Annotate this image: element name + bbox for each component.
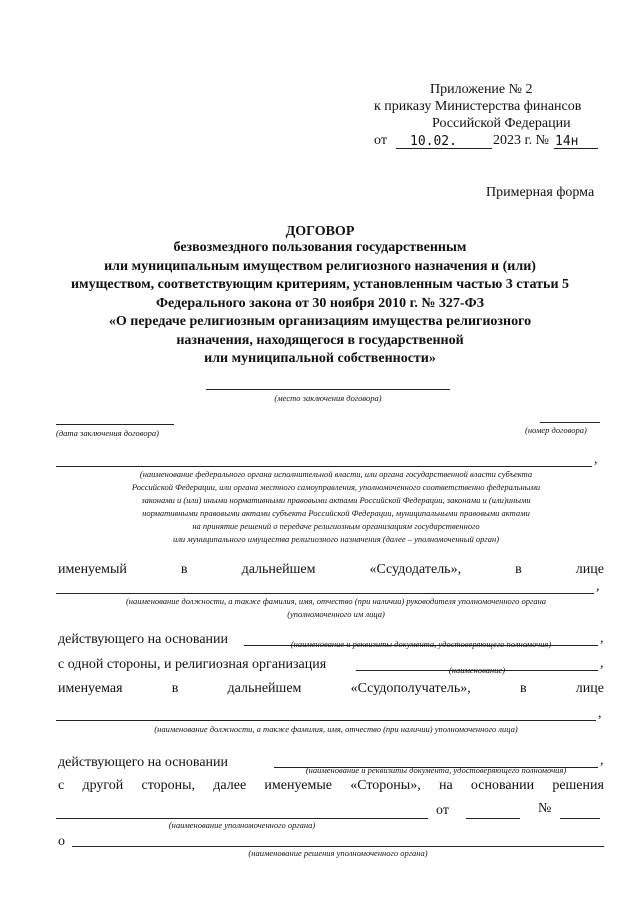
number-caption: (номер договора) xyxy=(525,425,587,435)
form-type: Примерная форма xyxy=(486,185,595,200)
rep2-caption: (наименование должности, а также фамилия, имя, отчество (при наличии) уполномоченного лица) xyxy=(154,724,518,734)
subtitle-line: «О передаче религиозным организациям имущества религиозного xyxy=(108,314,532,329)
word: в xyxy=(515,562,522,577)
word: другой xyxy=(82,778,124,793)
about-label: о xyxy=(58,834,65,849)
org-name-caption: (наименование) xyxy=(448,665,506,675)
word: на xyxy=(438,778,453,793)
date-caption: (дата заключения договора) xyxy=(56,428,159,438)
subtitle-line: имуществом, соответствующим критериям, установленным частью 3 статьи 5 xyxy=(70,277,570,292)
comma: , xyxy=(598,706,602,721)
caption-line: (наименование федерального органа исполнительной власти, или органа государственной власти субъекта xyxy=(139,469,533,479)
rep2-line xyxy=(56,720,596,721)
word: в xyxy=(180,562,188,577)
caption-line: (уполномоченного им лица) xyxy=(287,609,385,619)
date-value: 10.02. xyxy=(410,134,457,149)
word: именуемые xyxy=(264,778,332,793)
comma: , xyxy=(596,579,600,594)
rep1-line xyxy=(56,593,594,594)
caption-line: нормативными правовыми актами субъекта Российской Федерации, муниципальными правовыми актами xyxy=(142,508,530,518)
acting-basis-label: действующего на основании xyxy=(58,632,229,647)
document-subtitle xyxy=(0,239,640,369)
subtitle-line: или муниципальной собственности» xyxy=(204,351,436,366)
auth-body-caption: (наименование уполномоченного органа) xyxy=(168,820,316,830)
acting-basis-label-2: действующего на основании xyxy=(58,755,229,770)
caption-line: Российской Федерации, или органа местного самоуправления, уполномоченного соответственно федеральными xyxy=(131,482,541,492)
decision-number-line xyxy=(560,818,600,819)
place-caption: (место заключения договора) xyxy=(274,393,382,403)
authority-line xyxy=(56,466,592,467)
caption-line: законами и (или) иными нормативными правовыми актами Российской Федерации, законами и (или)иными xyxy=(141,495,531,505)
one-side-text: с одной стороны, и религиозная организация xyxy=(58,657,327,672)
word: решения xyxy=(552,778,604,793)
word: стороны, xyxy=(141,778,196,793)
subtitle-line: безвозмездного пользования государственным xyxy=(173,240,467,255)
doc2-caption: (наименование и реквизиты документа, удостоверяющего полномочия) xyxy=(305,765,567,775)
word: в xyxy=(171,681,179,696)
word: в xyxy=(519,681,527,696)
word: дальнейшем xyxy=(227,681,302,696)
year-text: 2023 г. № xyxy=(493,133,550,148)
authority-caption xyxy=(56,468,616,546)
parties-label: «Стороны», xyxy=(350,778,421,793)
date-prefix: от xyxy=(374,133,387,148)
subtitle-line: Федерального закона от 30 ноября 2010 г. № 327-ФЗ xyxy=(155,295,484,311)
word: лице xyxy=(575,562,604,577)
document-title: ДОГОВОР xyxy=(285,224,355,239)
appendix-number: Приложение № 2 xyxy=(430,82,533,97)
borrower-row xyxy=(58,681,604,697)
word: лице xyxy=(575,681,604,696)
comma: , xyxy=(600,656,604,671)
date-field-line xyxy=(56,424,174,425)
decision-caption: (наименование решения уполномоченного органа) xyxy=(248,848,428,858)
subtitle-line: или муниципальным имуществом религиозного назначения и (или) xyxy=(104,258,536,274)
doc1-caption: (наименование и реквизиты документа, удостоверяющего полномочия) xyxy=(290,639,552,649)
word: далее xyxy=(213,778,247,793)
order-line: к приказу Министерства финансов xyxy=(374,99,582,114)
word: дальнейшем xyxy=(241,562,316,577)
word: именуемый xyxy=(58,562,127,577)
caption-line: или муниципального имущества религиозного назначения (далее – уполномоченный орган) xyxy=(172,534,500,544)
from-label: от xyxy=(436,803,449,818)
comma: , xyxy=(600,753,604,768)
parties-row xyxy=(58,778,604,794)
caption-line: на принятие решений о передаче религиозным организациям государственного xyxy=(192,521,480,531)
place-line xyxy=(206,389,450,390)
decision-date-line xyxy=(466,818,520,819)
borrower-label: «Ссудополучатель», xyxy=(350,681,471,696)
order-number: 14н xyxy=(555,134,579,149)
federation-line: Российской Федерации xyxy=(432,116,571,131)
lender-label: «Ссудодатель», xyxy=(369,562,462,577)
word: именуемая xyxy=(58,681,123,696)
word: с xyxy=(58,778,65,793)
comma: , xyxy=(600,631,604,646)
number-sign: № xyxy=(538,801,552,816)
rep1-caption xyxy=(56,595,616,621)
lender-row xyxy=(58,562,604,578)
caption-line: (наименование должности, а также фамилия, имя, отчество (при наличии) руководителя уполномоченного органа xyxy=(125,596,547,606)
comma: , xyxy=(594,452,598,467)
subtitle-line: назначения, находящегося в государственной xyxy=(176,332,464,348)
word: основании xyxy=(470,778,535,793)
